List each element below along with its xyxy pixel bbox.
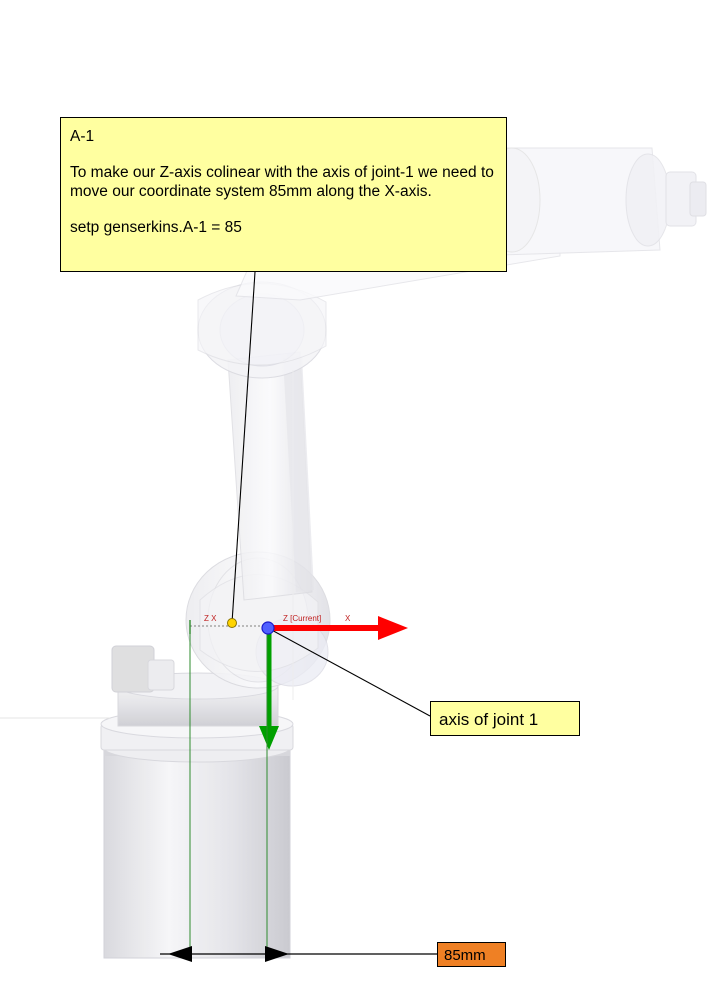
leader-line-a1: [232, 272, 255, 623]
origin-marker-yellow: [228, 619, 237, 628]
callout-dimension-85mm: 85mm: [437, 942, 506, 967]
dimension-line-85mm: [160, 946, 437, 962]
axis-label-current: Z [Current]: [283, 614, 322, 623]
callout-a1-body: To make our Z-axis colinear with the axis of joint-1 we need to move our coordinate system 85mm along the X-axis.: [70, 164, 494, 200]
callout-a1-code: setp genserkins.A-1 = 85: [70, 219, 242, 236]
current-origin-marker: [262, 622, 274, 634]
callout-a1-title: A-1: [70, 128, 95, 145]
axis-label-zx: Z X: [204, 614, 217, 623]
callout-a1: [60, 117, 507, 272]
callout-axis-of-joint-1: axis of joint 1: [430, 701, 580, 736]
y-axis-arrow: [259, 632, 279, 750]
leader-line-joint: [268, 628, 430, 716]
axis-label-x: X: [345, 614, 351, 623]
